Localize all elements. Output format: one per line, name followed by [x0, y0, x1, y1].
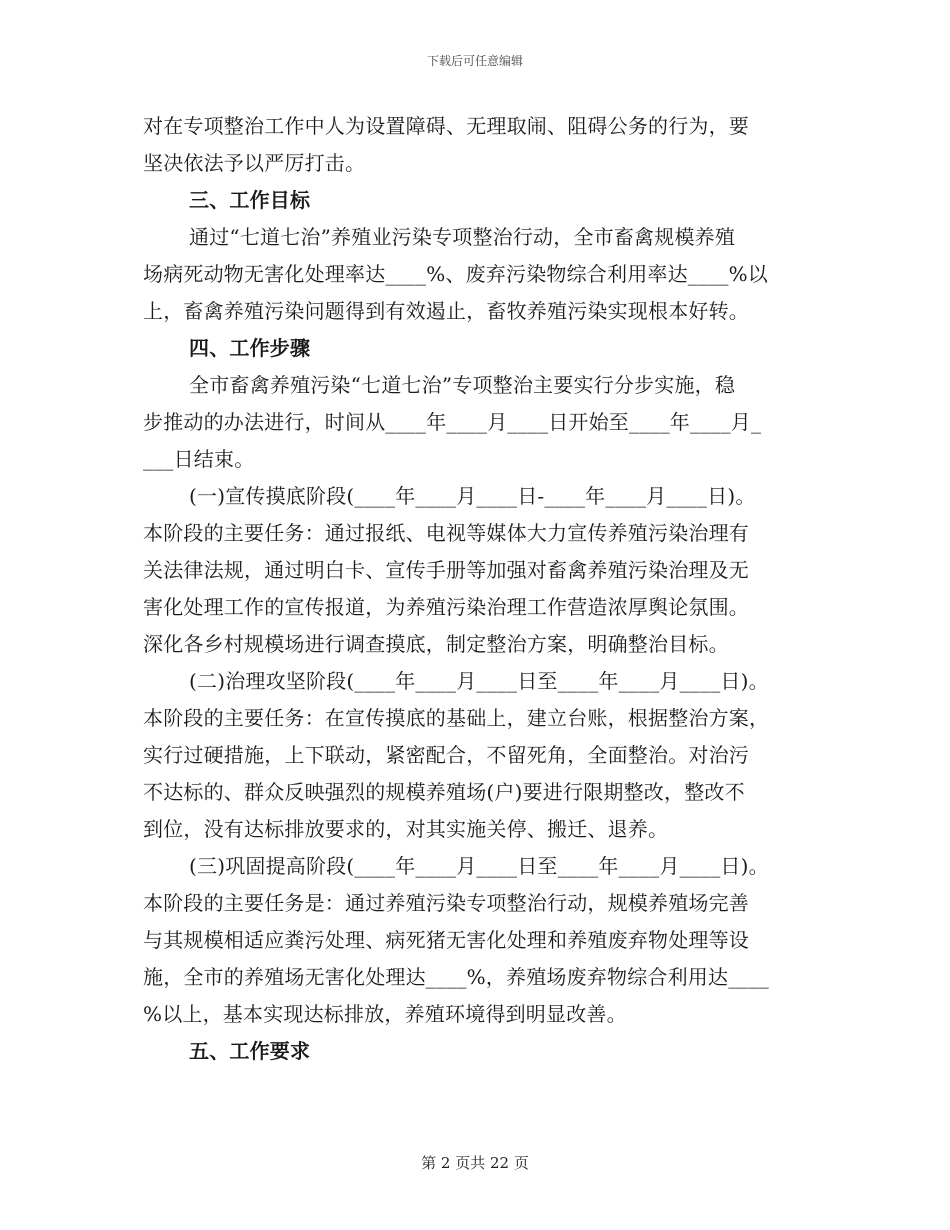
body-text-line: %以上，基本实现达标排放，养殖环境得到明显改善。	[143, 1002, 627, 1026]
section-heading: 四、工作步骤	[189, 336, 311, 360]
body-text-line: 不达标的、群众反映强烈的规模养殖场(户)要进行限期整改，整改不	[143, 780, 745, 804]
document-body	[143, 108, 805, 1070]
body-text-line: (三)巩固提高阶段(____年____月____日至____年____月____日)。	[189, 854, 769, 878]
body-text-line: 到位，没有达标排放要求的，对其实施关停、搬迁、退养。	[143, 817, 669, 841]
body-text-line: 施，全市的养殖场无害化处理达____%，养殖场废弃物综合利用达____	[143, 965, 770, 989]
body-text-line: 本阶段的主要任务：通过报纸、电视等媒体大力宣传养殖污染治理有	[143, 521, 749, 545]
section-heading: 五、工作要求	[189, 1039, 311, 1063]
page-footer: 第 2 页共 22 页	[421, 1154, 529, 1172]
body-text-line: 本阶段的主要任务：在宣传摸底的基础上，建立台账，根据整治方案，	[143, 706, 770, 730]
body-text-line: 步推动的办法进行，时间从____年____月____日开始至____年____月_	[143, 410, 762, 434]
body-text-line: 深化各乡村规模场进行调查摸底，制定整治方案，明确整治目标。	[143, 632, 729, 656]
body-text-line: 场病死动物无害化处理率达____%、废弃污染物综合利用率达____%以	[143, 262, 769, 286]
body-text-line: 实行过硬措施，上下联动，紧密配合，不留死角，全面整治。对治污	[143, 743, 749, 767]
body-text-line: (二)治理攻坚阶段(____年____月____日至____年____月____日)。	[189, 669, 769, 693]
body-text-line: 关法律法规，通过明白卡、宣传手册等加强对畜禽养殖污染治理及无	[143, 558, 749, 582]
body-text-line: 本阶段的主要任务是：通过养殖污染专项整治行动，规模养殖场完善	[143, 891, 749, 915]
body-text-line: 对在专项整治工作中人为设置障碍、无理取闹、阻碍公务的行为，要	[143, 114, 749, 138]
body-text-line: 全市畜禽养殖污染“七道七治”专项整治主要实行分步实施，稳	[189, 373, 736, 397]
body-text-line: 上，畜禽养殖污染问题得到有效遏止，畜牧养殖污染实现根本好转。	[143, 299, 749, 323]
body-text-line: ___日结束。	[143, 447, 255, 471]
body-text-line: 与其规模相适应粪污处理、病死猪无害化处理和养殖废弃物处理等设	[143, 928, 749, 952]
body-text-line: 通过“七道七治”养殖业污染专项整治行动，全市畜禽规模养殖	[189, 225, 736, 249]
section-heading: 三、工作目标	[189, 188, 311, 212]
body-text-line: 坚决依法予以严厉打击。	[143, 151, 366, 175]
page-header: 下载后可任意编辑	[426, 54, 523, 68]
body-text-line: (一)宣传摸底阶段(____年____月____日-____年____月____日)。	[189, 484, 756, 508]
body-text-line: 害化处理工作的宣传报道，为养殖污染治理工作营造浓厚舆论氛围。	[143, 595, 749, 619]
